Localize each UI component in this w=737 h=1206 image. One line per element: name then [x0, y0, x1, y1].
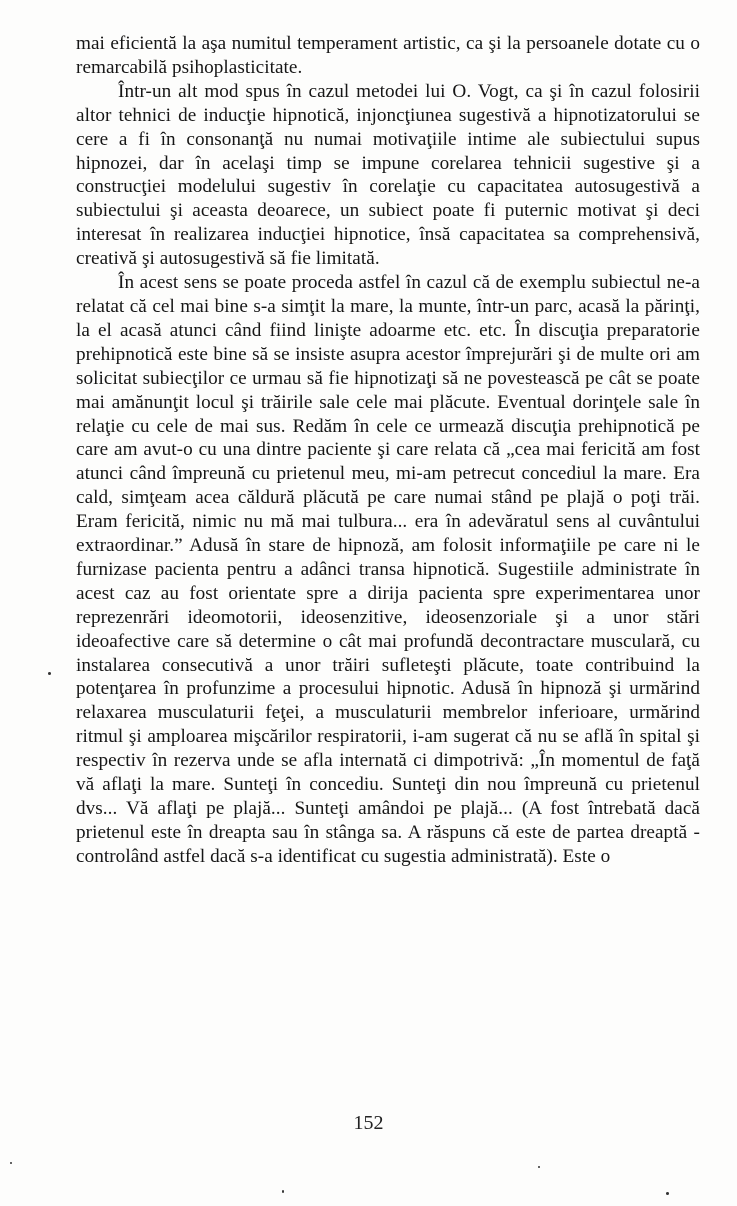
scan-speck — [666, 1192, 669, 1195]
scan-speck — [10, 1162, 12, 1164]
paragraph-example-session: În acest sens se poate proceda astfel în cazul că de exemplu subiectul ne-a relatat că cel mai bine s-a simţit la mare, la munte, într-un parc, acasă la părinţi, la el acasă atunci când fiind linişte adoarme etc. etc. În discuţia preparatorie prehipnotică este bine să se insiste asupra acestor împrejurări şi de multe ori am solicitat subiecţilor ce urmau să fie hipnotizaţi să ne povestească pe cât se poate mai amănunţit locul şi trăirile sale cele mai plăcute. Eventual dorinţele sale în relaţie cu cele de mai sus. Redăm în cele ce urmează discuţia prehipnotică pe care am avut-o cu una dintre paciente şi care relata că „cea mai fericită am fost atunci când împreună cu prietenul meu, mi-am petrecut concediul la mare. Era cald, simţeam acea căldură plăcută pe care numai stând pe plajă o poţi trăi. Eram fericită, nimic nu mă mai tulbura... era în adevăratul sens al cuvântului extraordinar.” Adusă în stare de hipnoză, am folosit informaţiile pe care ni le furnizase pacienta pentru a adânci transa hipnotică. Sugestiile administrate în acest caz au fost orientate spre a dirija pacienta spre experimentarea unor reprezenrări ideomotorii, ideosenzitive, ideosenzoriale şi a unor stări ideoafective care să determine o cât mai profundă decontractare musculară, cu instalarea consecutivă a unor trăiri sufleteşti plăcute, toate contribuind la potenţarea în profunzime a procesului hipnotic. Adusă în hipnoză şi urmărind relaxarea musculaturii feţei, a musculaturii membrelor inferioare, urmărind ritmul şi amploarea mişcărilor respiratorii, i-am sugerat că nu se află în spital şi respectiv în rezerva unde se afla internată ci dimpotrivă: „În momentul de faţă vă aflaţi la mare. Sunteţi în concediu. Sunteţi din nou împreună cu prietenul dvs... Vă aflaţi pe plajă... Sunteţi amândoi pe plajă... (A fost întrebată dacă prietenul este în dreapta sau în stânga sa. A răspuns că este de partea dreaptă - controlând astfel dacă s-a identificat cu sugestia administrată). Este o — [76, 272, 700, 867]
scan-speck — [538, 1166, 540, 1168]
scan-speck — [48, 672, 51, 675]
body-text — [76, 32, 700, 869]
paragraph-continuation: mai eficientă la aşa numitul temperament artistic, ca şi la persoanele dotate cu o remarcabilă psihoplasticitate. — [76, 33, 700, 78]
page-number: 152 — [353, 1112, 384, 1134]
paragraph-vogt-method: Într-un alt mod spus în cazul metodei lui O. Vogt, ca şi în cazul folosirii altor tehnici de inducţie hipnotică, injoncţiunea sugestivă a hipnotizatorului se cere a fi în consonanţă nu numai motivaţiile intime ale subiectului supus hipnozei, dar în acelaşi timp se impune corelarea tehnicii sugestive şi a construcţiei modelului sugestiv în corelaţie cu capacitatea autosugestivă a subiectului şi aceasta deoarece, un subiect poate fi puternic motivat şi deci interesat în realizarea inducţiei hipnotice, însă capacitatea sa comprehensivă, creativă şi autosugestivă să fie limitată. — [76, 80, 700, 270]
scan-speck — [282, 1190, 284, 1193]
